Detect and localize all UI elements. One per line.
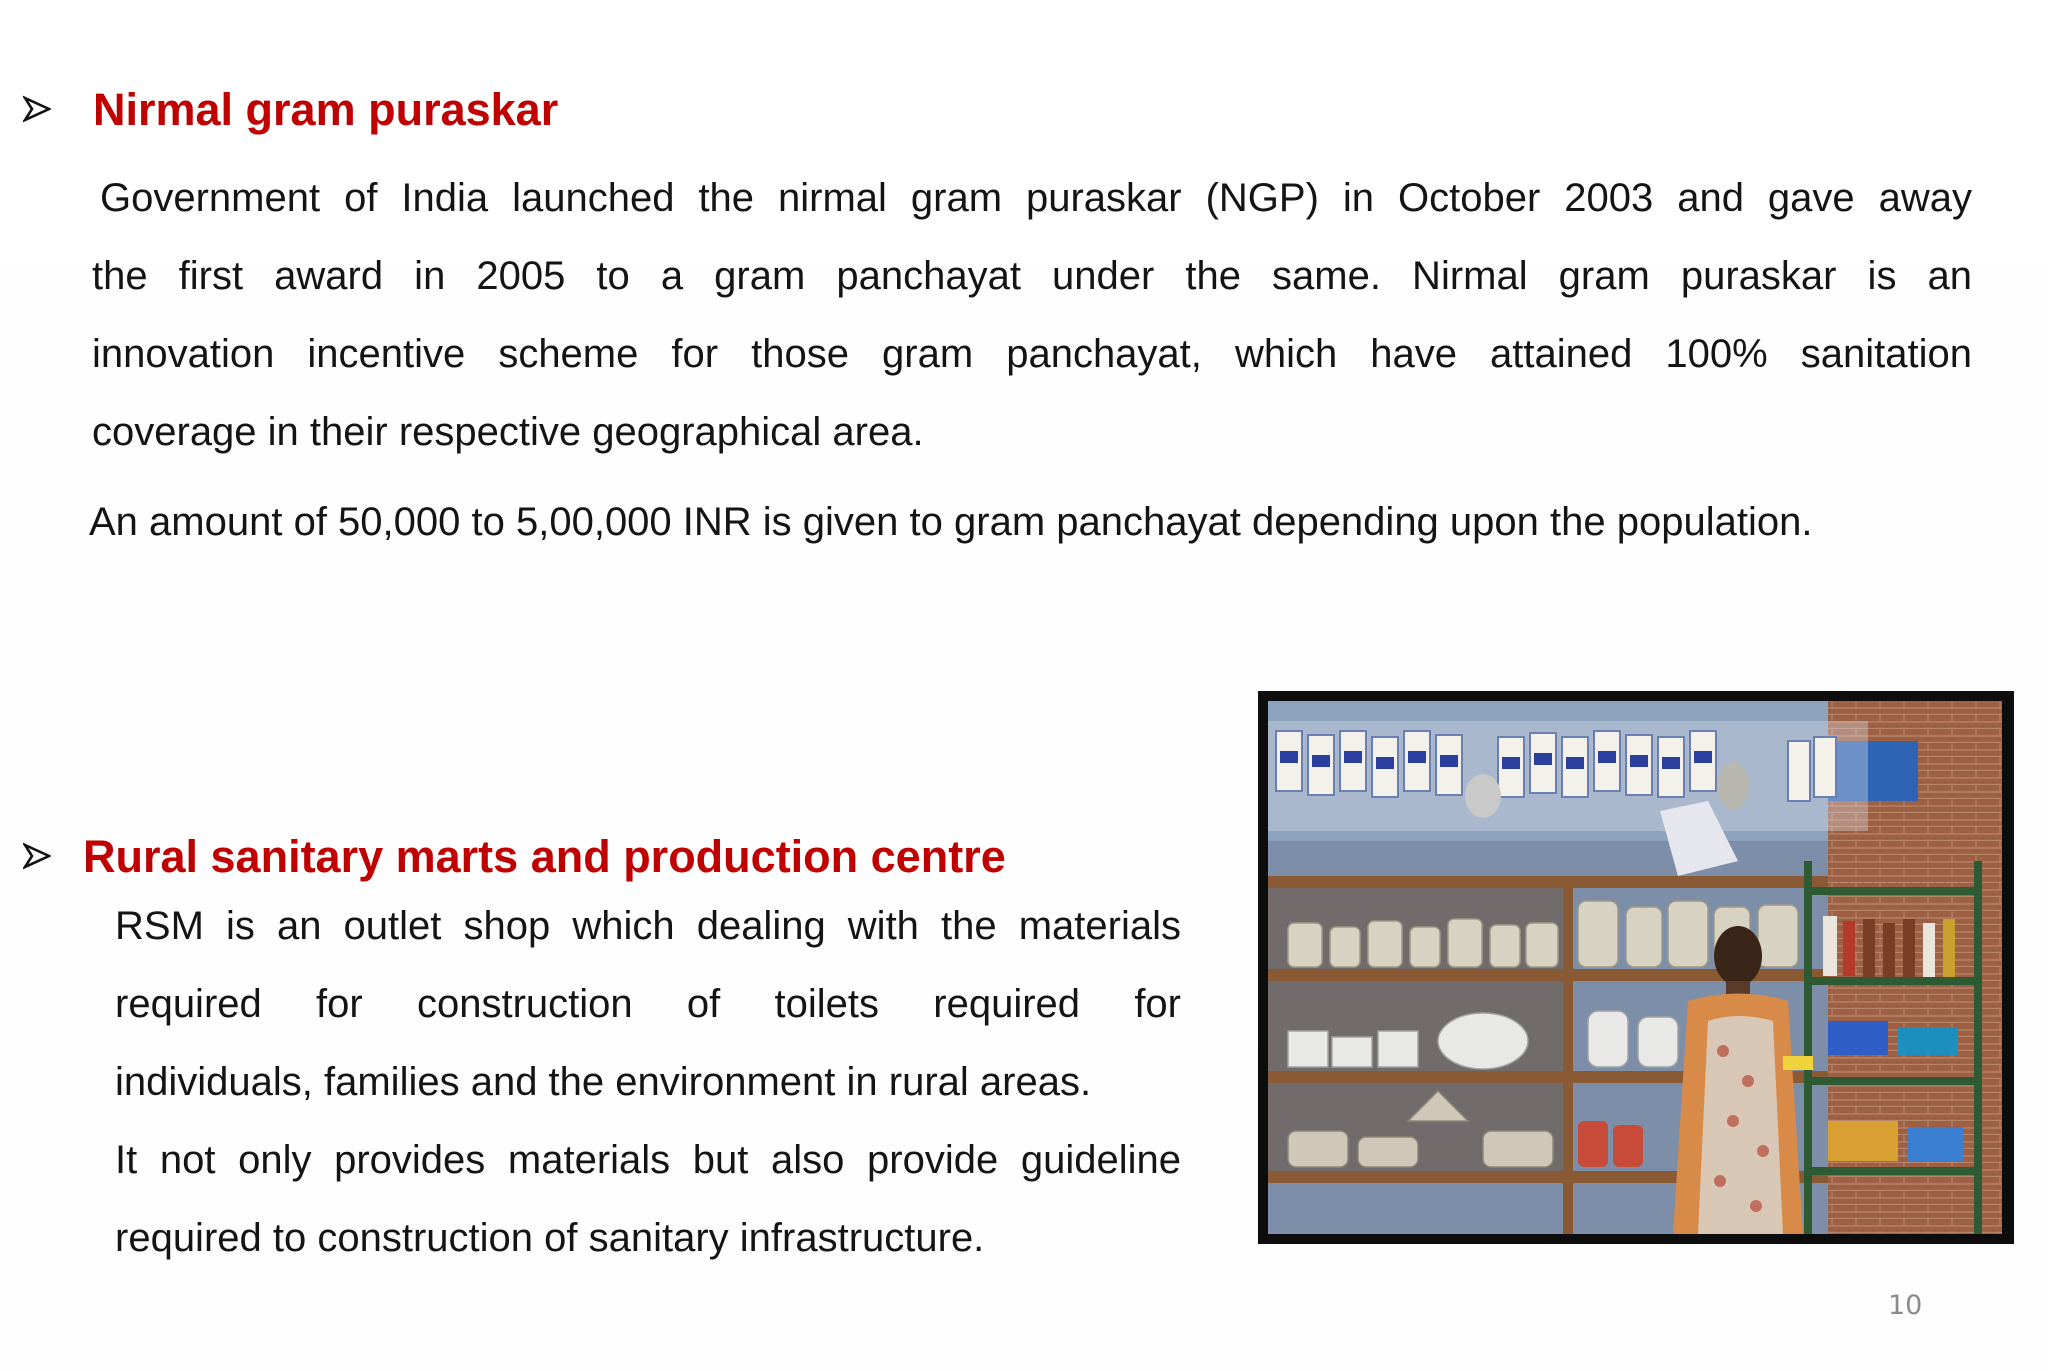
arrow-bullet-icon	[23, 95, 51, 123]
ngp-description-line-4: coverage in their respective geographical area.	[92, 410, 924, 454]
ngp-amount-text: An amount of 50,000 to 5,00,000 INR is given to gram panchayat depending upon the population.	[89, 500, 1813, 544]
ngp-description-paragraph	[92, 159, 1972, 471]
sanitary-mart-photo-frame	[1258, 691, 2014, 1244]
ngp-description-line-1: Government of India launched the nirmal gram puraskar (NGP) in October 2003 and gave away	[100, 176, 1972, 220]
rsm-description-paragraph	[115, 887, 1181, 1277]
arrow-bullet-icon	[23, 842, 51, 870]
ngp-description-line-3: innovation incentive scheme for those gram panchayat, which have attained 100% sanitation	[92, 332, 1972, 376]
section-heading-rural-sanitary-marts: Rural sanitary marts and production centre	[83, 831, 1006, 882]
rsm-description-line-2: required for construction of toilets required for	[115, 982, 1181, 1026]
rsm-description-line-5: required to construction of sanitary infrastructure.	[115, 1216, 985, 1260]
page-number: 10	[1888, 1290, 1923, 1321]
rsm-description-line-1: RSM is an outlet shop which dealing with the materials	[115, 904, 1181, 948]
rsm-description-line-3: individuals, families and the environment in rural areas.	[115, 1060, 1092, 1104]
sanitary-mart-shop-photo	[1268, 701, 2002, 1234]
ngp-description-line-2: the first award in 2005 to a gram panchayat under the same. Nirmal gram puraskar is an	[92, 254, 1972, 298]
section-heading-nirmal-gram-puraskar: Nirmal gram puraskar	[93, 84, 559, 135]
rsm-description-line-4: It not only provides materials but also provide guideline	[115, 1138, 1181, 1182]
